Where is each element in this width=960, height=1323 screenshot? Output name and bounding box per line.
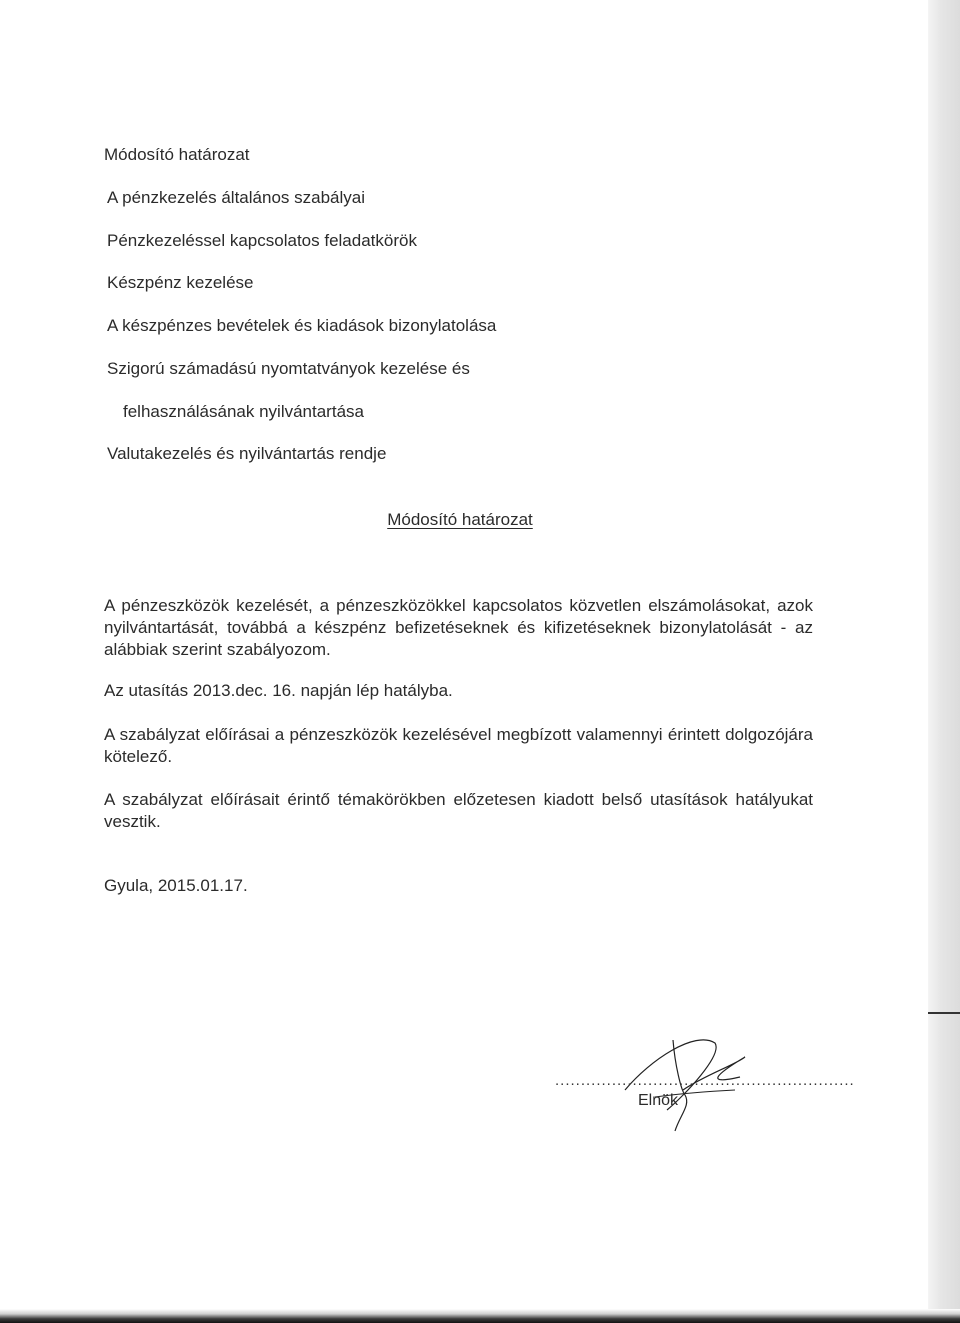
contents-item: Valutakezelés és nyilvántartás rendje: [107, 444, 387, 463]
scan-edge-mark: [928, 1012, 960, 1014]
section-title: Módosító határozat: [387, 510, 533, 529]
document-heading: Módosító határozat: [104, 145, 250, 164]
contents-item: A készpénzes bevételek és kiadások bizonylatolása: [107, 316, 497, 335]
contents-item: A pénzkezelés általános szabályai: [107, 188, 365, 207]
signature-block: [555, 1035, 855, 1135]
signatory-title: Elnök: [638, 1092, 679, 1109]
contents-item: Készpénz kezelése: [107, 273, 254, 292]
contents-item: Szigorú számadású nyomtatványok kezelése és: [107, 359, 470, 378]
scan-bottom-edge: [0, 1309, 960, 1323]
paragraph-regulation: A pénzeszközök kezelését, a pénzeszközökkel kapcsolatos közvetlen elszámolásokat, azok nyilvántartását, továbbá a készpénz befizetéseknek és kifizetéseknek bizonylatolását - az alábbiak szerint szabályozom.: [104, 596, 813, 659]
place-and-date: Gyula, 2015.01.17.: [104, 876, 248, 895]
scan-edge-shadow: [928, 0, 960, 1323]
contents-item: felhasználásának nyilvántartása: [123, 402, 364, 421]
paragraph-effective-date: Az utasítás 2013.dec. 16. napján lép hatályba.: [104, 681, 453, 700]
paragraph-obligation: A szabályzat előírásai a pénzeszközök kezelésével megbízott valamennyi érintett dolgozójára kötelező.: [104, 725, 813, 766]
signature-line: ..........................................................: [555, 1072, 855, 1089]
contents-item: Pénzkezeléssel kapcsolatos feladatkörök: [107, 231, 417, 250]
paragraph-repeal: A szabályzat előírásait érintő témakörökben előzetesen kiadott belső utasítások hatályukat vesztik.: [104, 790, 813, 831]
